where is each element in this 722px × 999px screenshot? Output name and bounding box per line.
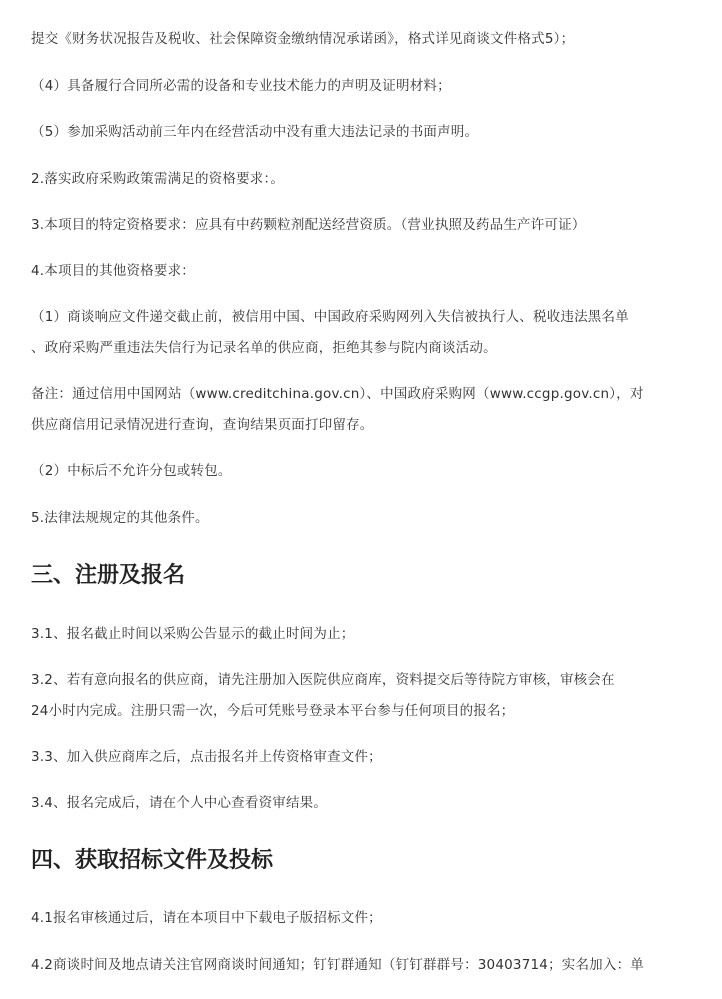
paragraph-line: 3.2、若有意向报名的供应商，请先注册加入医院供应商库，资料提交后等待院方审核，审核会在 [31,672,615,688]
paragraph-financial-commitment: 提交《财务状况报告及税收、社会保障资金缴纳情况承诺函》，格式详见商谈文件格式5）； [31,31,575,47]
paragraph-line: 备注：通过信用中国网站（www.creditchina.gov.cn）、中国政府采购网（www.ccgp.gov.cn），对 [31,386,644,402]
paragraph-other-requirements: 4.本项目的其他资格要求： [31,263,195,279]
paragraph-specific-requirements: 3.本项目的特定资格要求：应具有中药颗粒剂配送经营资质。（营业执照及药品生产许可证） [31,217,586,233]
paragraph-credit-blacklist [31,305,698,360]
paragraph-line: 、政府采购严重违法失信行为记录名单的供应商，拒绝其参与院内商谈活动。 [31,340,497,356]
paragraph-no-violation-statement: （5）参加采购活动前三年内在经营活动中没有重大违法记录的书面声明。 [31,124,479,140]
section-heading-registration: 三、注册及报名 [31,563,186,588]
paragraph-3-1: 3.1、报名截止时间以采购公告显示的截止时间为止； [31,626,355,642]
paragraph-equipment-statement: （4）具备履行合同所必需的设备和专业技术能力的声明及证明材料； [31,78,451,94]
paragraph-3-2 [31,668,698,723]
paragraph-4-1: 4.1报名审核通过后，请在本项目中下载电子版招标文件； [31,910,382,926]
paragraph-line: 供应商信用记录情况进行查询，查询结果页面打印留存。 [31,417,374,433]
paragraph-credit-note [31,382,698,437]
paragraph-3-4: 3.4、报名完成后，请在个人中心查看资审结果。 [31,795,328,811]
paragraph-other-conditions: 5.法律法规规定的其他条件。 [31,510,209,526]
paragraph-line: （1）商谈响应文件递交截止前，被信用中国、中国政府采购网列入失信被执行人、税收违法黑名单 [31,309,629,325]
paragraph-no-subcontract: （2）中标后不允许分包或转包。 [31,463,232,479]
section-heading-bidding: 四、获取招标文件及投标 [31,848,274,873]
paragraph-4-2: 4.2商谈时间及地点请关注官网商谈时间通知；钉钉群通知（钉钉群群号：30403714；实名加入：单 [31,957,644,973]
paragraph-policy-requirements: 2.落实政府采购政策需满足的资格要求：。 [31,171,285,187]
paragraph-3-3: 3.3、加入供应商库之后，点击报名并上传资格审查文件； [31,749,382,765]
paragraph-line: 24小时内完成。注册只需一次，今后可凭账号登录本平台参与任何项目的报名； [31,703,515,719]
